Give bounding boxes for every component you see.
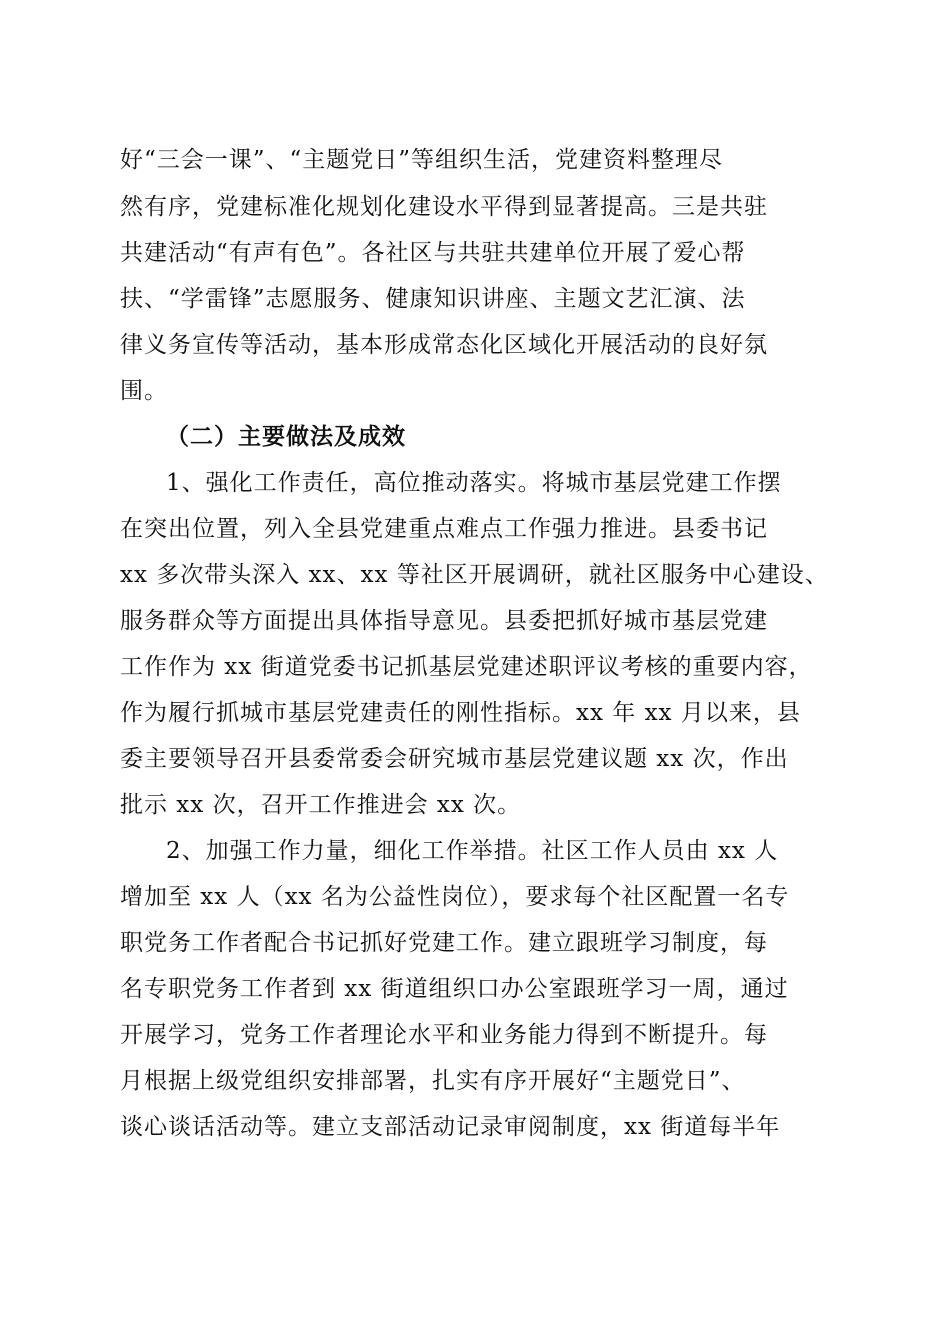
section-heading: （二）主要做法及成效 [166,423,406,450]
paragraph-line: 服务群众等方面提出具体指导意见。县委把抓好城市基层党建 [120,608,768,634]
paragraph-line: 好“三会一课”、“主题党日”等组织生活，党建资料整理尽 [120,147,724,173]
paragraph-line: 批示 xx 次，召开工作推进会 xx 次。 [120,792,522,818]
paragraph-line: 然有序，党建标准化规划化建设水平得到显著提高。三是共驻 [120,194,768,220]
paragraph-line: 谈心谈话活动等。建立支部活动记录审阅制度，xx 街道每半年 [120,1114,781,1140]
paragraph-line: 作为履行抓城市基层党建责任的刚性指标。xx 年 xx 月以来，县 [120,700,801,726]
paragraph-line: 1、强化工作责任，高位推动落实。将城市基层党建工作摆 [166,470,782,496]
paragraph-line: 在突出位置，列入全县党建重点难点工作强力推进。县委书记 [120,516,768,542]
paragraph-line: 共建活动“有声有色”。各社区与共驻共建单位开展了爱心帮 [120,240,746,266]
paragraph-line: 2、加强工作力量，细化工作举措。社区工作人员由 xx 人 [166,838,779,864]
paragraph-line: 律义务宣传等活动，基本形成常态化区域化开展活动的良好氛 [120,332,768,358]
paragraph-line: 增加至 xx 人（xx 名为公益性岗位），要求每个社区配置一名专 [120,884,790,910]
paragraph-line: xx 多次带头深入 xx、xx 等社区开展调研，就社区服务中心建设、 [120,562,829,588]
paragraph-line: 职党务工作者配合书记抓好党建工作。建立跟班学习制度，每 [120,930,768,956]
paragraph-line: 工作作为 xx 街道党委书记抓基层党建述职评议考核的重要内容， [120,654,813,680]
paragraph-line: 月根据上级党组织安排部署，扎实有序开展好“主题党日”、 [120,1068,746,1094]
paragraph-line: 开展学习，党务工作者理论水平和业务能力得到不断提升。每 [120,1022,768,1048]
paragraph-line: 扶、“学雷锋”志愿服务、健康知识讲座、主题文艺汇演、法 [120,286,746,312]
paragraph-line: 委主要领导召开县委常委会研究城市基层党建议题 xx 次，作出 [120,746,789,772]
paragraph-line: 名专职党务工作者到 xx 街道组织口办公室跟班学习一周，通过 [120,976,789,1002]
paragraph-line: 围。 [120,378,168,404]
